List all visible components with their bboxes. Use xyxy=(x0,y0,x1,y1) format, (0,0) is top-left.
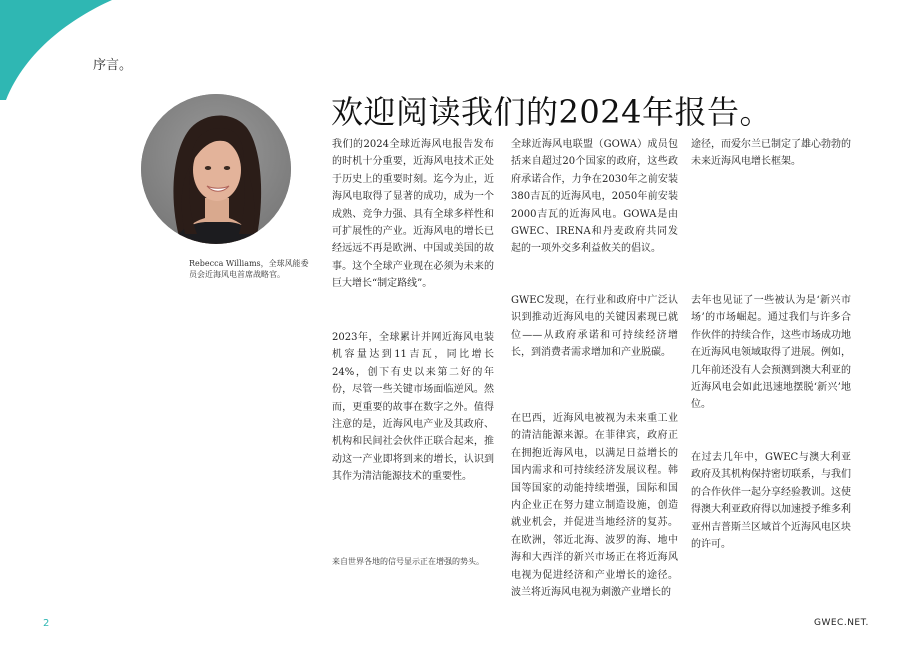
website-link[interactable]: GWEC.NET. xyxy=(814,618,869,628)
column2-findings-paragraph: GWEC发现，在行业和政府中广泛认识到推动近海风电的关键因素现已就位——从政府承诺和可持续经济增长，到消费者需求增加和产业脱碳。 xyxy=(511,295,678,359)
section-label: 序言。 xyxy=(93,58,133,73)
column2-gowa-paragraph: 全球近海风电联盟（GOWA）成员包括来自超过20个国家的政府，这些政府承诺合作，力争在2030年之前安装380吉瓦的近海风电，2050年前安装2000吉瓦的近海风电。GOWA是由GWEC、IRENA和丹麦政府共同发起的一项外交多利益攸关的倡议。 xyxy=(511,139,678,255)
decorative-corner-shape xyxy=(0,0,133,100)
column2-markets-paragraph: 在巴西，近海风电被视为未来重工业的清洁能源来源。在菲律宾，政府正在拥抱近海风电，以满足日益增长的国内需求和可持续经济发展议程。韩国等国家的动能持续增强，国际和国内企业正在努力建立制造设施，创造就业机会，并促进当地经济的复苏。在欧洲，邻近北海、波罗的海、地中海和大西洋的新兴市场正在将近海风电视为促进经济和产业增长的途径。波兰将近海风电视为刺激产业增长的 xyxy=(511,413,678,599)
column1-closing-line: 来自世界各地的信号显示正在增强的势头。 xyxy=(332,557,484,566)
column3-emerging-markets-paragraph: 去年也见证了一些被认为是‘新兴市场’的市场崛起。通过我们与许多合作伙伴的持续合作，这些市场成功地在近海风电领域取得了进展。例如，几年前还没有人会预测到澳大利亚的近海风电会如此迅速地摆脱‘新兴’地位。 xyxy=(691,295,851,411)
column1-stats-paragraph: 2023年，全球累计并网近海风电装机容量达到11吉瓦，同比增长24%，创下有史以来第二好的年份，尽管一些关键市场面临逆风。然而，更重要的故事在数字之外。值得注意的是，近海风电产业及其政府、机构和民间社会伙伴正联合起来，推动这一产业即将到来的增长，认识到其作为清洁能源技术的重要性。 xyxy=(332,332,494,483)
column3-australia-paragraph: 在过去几年中，GWEC与澳大利亚政府及其机构保持密切联系，与我们的合作伙伴一起分享经验教训。这使得澳大利亚政府得以加速授予维多利亚州吉普斯兰区域首个近海风电区块的许可。 xyxy=(691,452,851,551)
page-title: 欢迎阅读我们的2024年报告。 xyxy=(331,93,772,131)
portrait-caption: Rebecca Williams，全球风能委员会近海风电首席战略官。 xyxy=(189,259,309,279)
column3-continuation-paragraph: 途径，而爱尔兰已制定了雄心勃勃的未来近海风电增长框架。 xyxy=(691,139,851,168)
column1-intro-paragraph: 我们的2024全球近海风电报告发布的时机十分重要，近海风电技术正处于历史上的重要时刻。迄今为止，近海风电取得了显著的成功，成为一个成熟、竞争力强、具有全球多样性和可扩展性的产业。近海风电的增长已经远远不再是欧洲、中国或美国的故事。这个全球产业现在必须为未来的巨大增长“制定路线”。 xyxy=(332,139,494,290)
page-number: 2 xyxy=(43,618,50,629)
author-portrait xyxy=(141,94,291,244)
